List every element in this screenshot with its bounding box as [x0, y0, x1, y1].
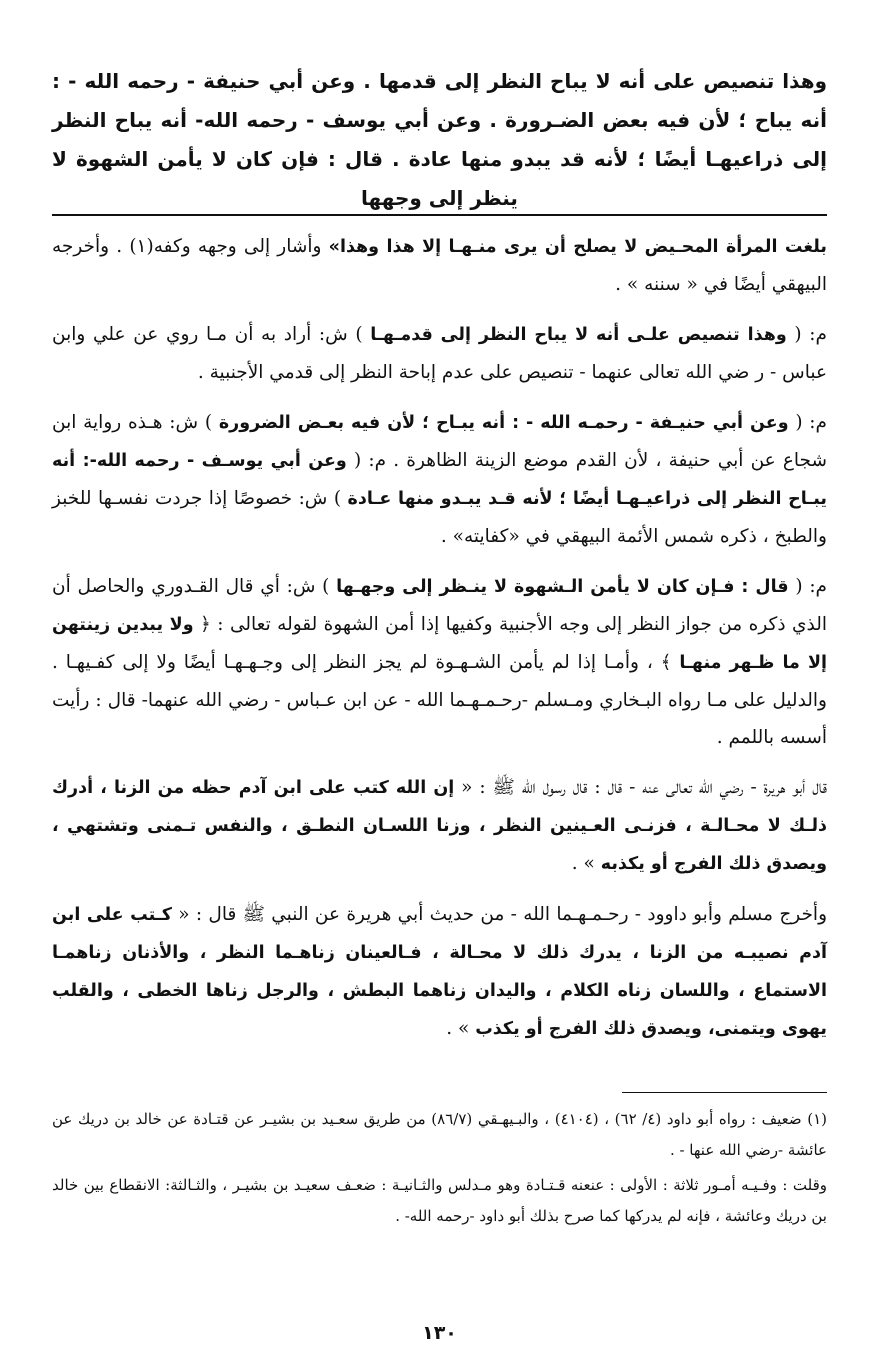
text-segment: ) ش: خصوصًا إذا جردت نفسـها للخبز والطبخ ، ذكره شمس الأئمة البيهقي في «كفايته» .	[52, 488, 827, 547]
commentary-paragraph	[52, 769, 827, 883]
footnote-rule	[622, 1092, 827, 1093]
commentary-paragraph	[52, 316, 827, 391]
text-segment: وعن أبي حنيـفة - رحمـه الله - : أنه يبـاح ؛ لأن فيه بعـض الضرورة	[218, 413, 789, 433]
text-segment: قال : فـإن كان لا يأمن الـشهوة لا ينـظر إلى وجهـها	[336, 577, 789, 597]
text-segment: بلغت المرأة المحـيض لا يصلح أن يرى منـهـا إلا هذا وهذا»	[328, 237, 827, 257]
footnote: وقلت : وفـيـه أمـور ثلاثة : الأولى : عنعنه قـتـادة وهو مـدلس والثـانيـة : ضعـف سعيـد بن بشيـر ، والثـالثة: الانقطاع بين خالد بن دريك وعائشة ، فإنه لم يدركها كما صرح بذلك أبو داود -رحمه الله- .	[52, 1176, 827, 1225]
text-segment: ) ش: أي قال القـدوري والحاصل أن الذي ذكره من جواز النظر إلى وجه الأجنبية وكفيها إذا أمن الشهوة لقوله تعالى : ﴿	[52, 576, 827, 635]
text-segment: م: (	[788, 412, 827, 433]
text-segment: كـتب على ابن آدم نصيبـه من الزنا ، يدرك ذلك لا محـالة ، فـالعينان زناهـما النظر ، والأذنان زناهمـا الاستماع ، واللسان زناه الكلام ، واليدان زناهما البطش ، والرجل زناها الخطى ، والقلب يهوى ويتمنى، ويصدق ذلك الفرج أو يكذب	[52, 905, 827, 1039]
page	[52, 0, 827, 1372]
text-segment: ) ش: أراد به أن مـا روي عن علي وابن عباس - ر ضي الله تعالى عنهما - تنصيص على عدم إباحة النظر إلى قدمي الأجنبية .	[52, 324, 827, 383]
commentary-paragraph	[52, 404, 827, 555]
commentary	[52, 228, 827, 1061]
main-text: وهذا تنصيص على أنه لا يباح النظر إلى قدمها . وعن أبي حنيفة - رحمه الله - : أنه يباح ؛ لأن فيه بعض الضـرورة . وعن أبي يوسف - رحمه الله- أنه يباح النظر إلى ذراعيهـا أيضًا ؛ لأنه قد يبدو منها عادة . قال : فإن كان لا يأمن الشهوة لا ينظر إلى وجهها	[52, 69, 827, 210]
text-segment: وهذا تنصيص علـى أنه لا يباح النظر إلى قدمـهـا	[370, 325, 787, 345]
text-segment: وعن أبي يوسـف - رحمه الله-: أنه يبـاح النظر إلى ذراعيـهـا أيضًا ؛ لأنه قـد يبـدو منها عـادة	[52, 451, 828, 509]
page-number: ١٣٠	[422, 1322, 457, 1344]
text-segment: م: (	[786, 324, 827, 345]
text-segment: م: (	[788, 576, 828, 597]
footnote: (١) ضعيف : رواه أبو داود (٤/ ٦٢) ، (٤١٠٤) ، والبـيهـقي (٨٦/٧) من طريق سعـيد بن بشيـر عن قتـادة عن خالد بن دريك عن عائشة -رضي الله عنها - .	[52, 1110, 827, 1159]
text-segment: إن الله كتب على ابن آدم حظه من الزنا ، أدرك ذلـك لا محـالـة ، فزنـى العـينين النظر ، وزنا اللسـان النطـق ، والنفس تـمنى وتشتهي ، ويصدق ذلك الفرج أو يكذبه	[52, 778, 827, 874]
text-segment: » .	[446, 1018, 476, 1039]
text-segment: ) ش: هـذه رواية ابن شجاع عن أبي حنيفة ، لأن القدم موضع الزينة الظاهرة . م: (	[52, 412, 827, 471]
text-segment: وأشار إلى وجهه وكفه(١) . وأخرجه البيهقي أيضًا في « سننه » .	[52, 236, 827, 295]
commentary-paragraph	[52, 568, 827, 756]
text-segment: ولا يبدين زينتهن إلا ما ظـهر منهـا	[52, 615, 827, 673]
text-segment: قال أبو هريرة - رضي الله تعالى عنه - قال : قال رسول الله ﷺ : «	[454, 777, 827, 798]
commentary-paragraph	[52, 228, 827, 303]
commentary-paragraph	[52, 896, 827, 1048]
text-segment: ﴾ ، وأمـا إذا لم يأمن الشـهـوة لم يجز النظر إلى وجـهـهـا أيضًا ولا إلى كفـيهـا . والدليل على مـا رواه البـخاري ومـسلم -رحـمـهـما الله - عن ابن عـباس - رضي الله عنهما- قال : رأيت أسسه باللمم .	[52, 652, 827, 748]
text-segment: » .	[571, 853, 601, 874]
footnotes	[52, 1104, 827, 1236]
separator-rule	[52, 214, 827, 216]
text-segment: وأخرج مسلم وأبو داوود - رحـمـهـما الله - من حديث أبي هريرة عن النبي ﷺ قال : «	[171, 904, 828, 925]
